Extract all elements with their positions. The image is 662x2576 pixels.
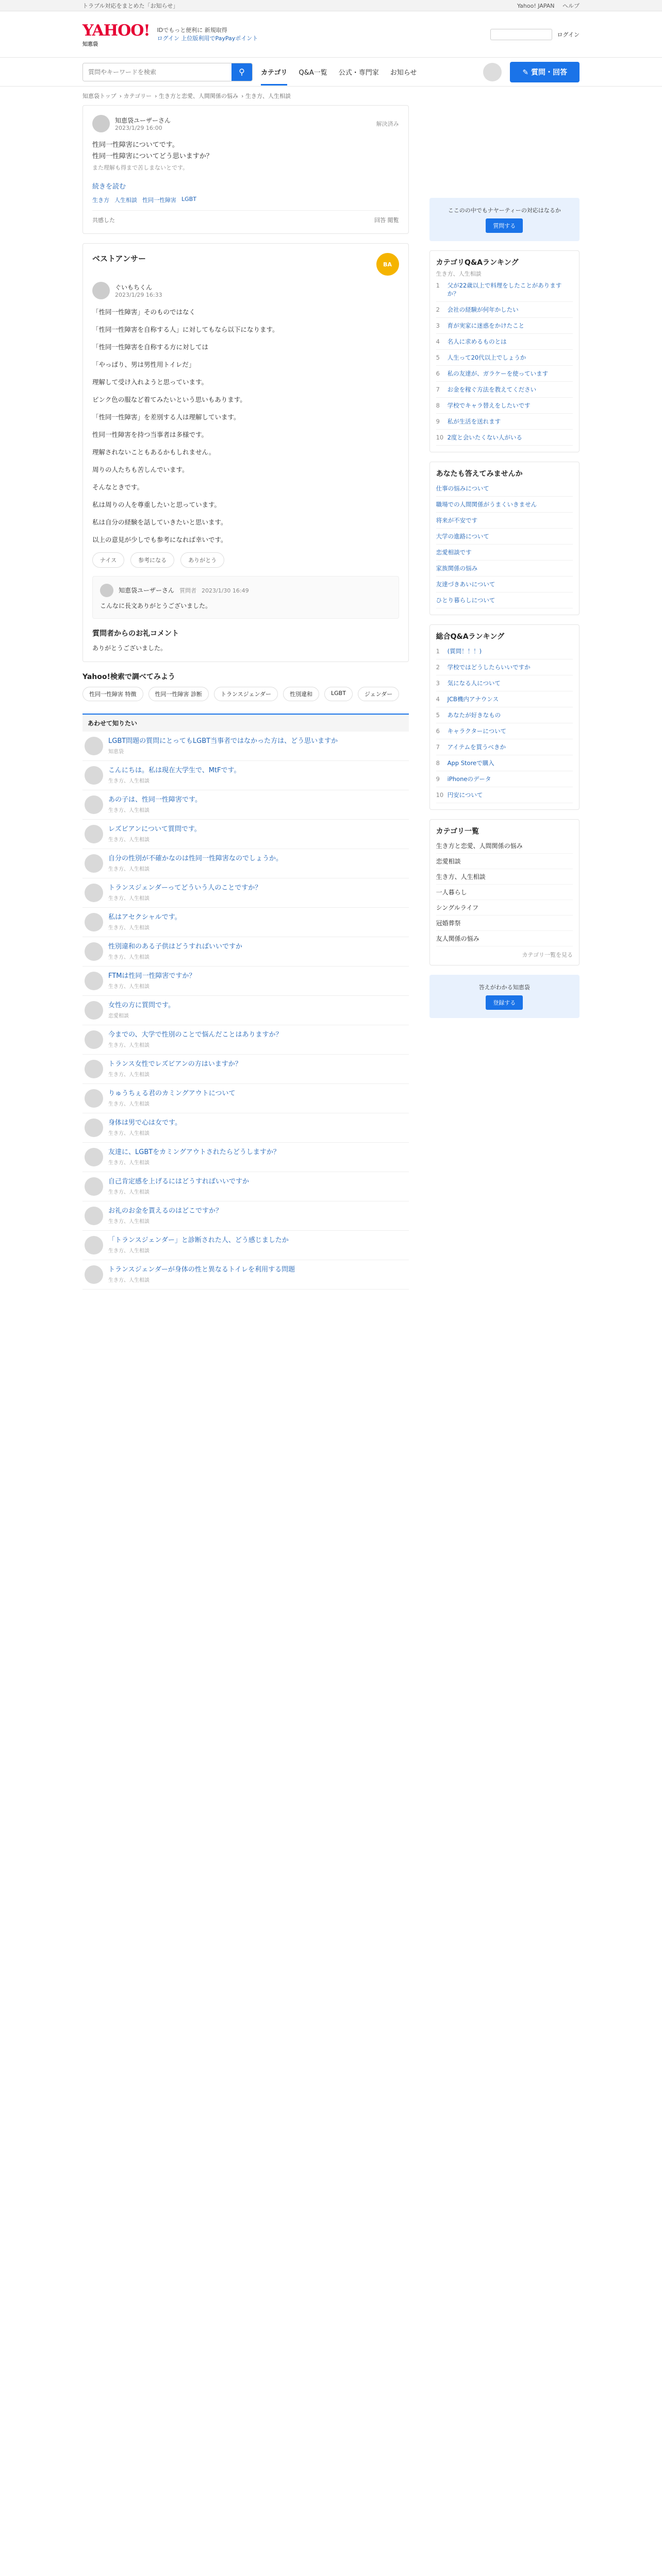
answer-paragraph: ピンク色の服など着てみたいという思いもあります。 xyxy=(92,396,246,403)
ranking-item[interactable] xyxy=(436,755,573,771)
ranking-number: 1 xyxy=(436,282,440,289)
ranking-number: 9 xyxy=(436,775,440,783)
ranking-item-title[interactable]: お金を稼ぐ方法を教えてください xyxy=(447,386,537,393)
related-item-meta: 生き方、人生相談 xyxy=(108,778,150,784)
ranking-item[interactable] xyxy=(436,675,573,691)
header-links xyxy=(157,26,258,43)
search-chip[interactable]: LGBT xyxy=(324,687,353,701)
recommend-item[interactable]: 仕事の悩みについて xyxy=(436,481,573,497)
ranking-item[interactable] xyxy=(436,334,573,350)
question-user-row xyxy=(92,115,399,132)
related-item-title[interactable]: 私はアセクシャルです。 xyxy=(108,913,181,921)
ranking-item[interactable] xyxy=(436,643,573,659)
related-item-meta: 生き方、人生相談 xyxy=(108,984,150,990)
tag-item[interactable]: LGBT xyxy=(181,196,196,202)
ranking-item[interactable] xyxy=(436,430,573,446)
top-utility-bar xyxy=(0,0,662,11)
related-item-body xyxy=(108,1118,181,1137)
recommend-box xyxy=(429,462,580,615)
ranking-item-title[interactable]: 2度と会いたくない人がいる xyxy=(447,434,522,441)
status-badge: 解決済み xyxy=(376,121,399,127)
promo-banner[interactable] xyxy=(429,198,580,241)
avatar xyxy=(85,737,103,755)
ranking-number: 3 xyxy=(436,680,440,687)
related-item-body xyxy=(108,1207,222,1225)
reply-date: 2023/1/30 16:49 xyxy=(202,587,249,594)
category-more-link[interactable]: カテゴリ一覧を見る xyxy=(522,952,573,958)
related-item-title[interactable]: お礼のお金を貰えるのはどこですか？ xyxy=(108,1207,223,1215)
category-ranking xyxy=(429,250,580,452)
avatar xyxy=(85,913,103,931)
answer-paragraph: 「やっぱり、男は男性用トイレだ」 xyxy=(92,361,195,368)
search-button[interactable] xyxy=(231,63,252,81)
reaction-row xyxy=(92,552,399,568)
related-item[interactable] xyxy=(82,1084,409,1113)
pencil-icon: ✎ xyxy=(522,68,529,77)
ranking-item[interactable] xyxy=(436,350,573,366)
related-item[interactable] xyxy=(82,761,409,790)
ranking-number: 7 xyxy=(436,386,440,393)
related-item[interactable] xyxy=(82,878,409,908)
ranking-number: 6 xyxy=(436,727,440,735)
category-item[interactable]: 友人関係の悩み xyxy=(436,931,573,946)
related-item-body xyxy=(108,766,241,785)
question-date: 2023/1/29 16:00 xyxy=(115,125,162,131)
tag-item[interactable]: 性同一性障害 xyxy=(142,197,176,204)
tag-item[interactable]: 人生相談 xyxy=(114,197,137,204)
related-item-title[interactable]: あの子は、性同一性障害です。 xyxy=(108,796,202,804)
related-item-title[interactable]: 身体は男で心は女です。 xyxy=(108,1119,181,1127)
related-item-body xyxy=(108,1148,280,1166)
read-more-link[interactable]: 続きを読む xyxy=(92,183,126,191)
ranking-item-title[interactable]: キャラクターについて xyxy=(447,727,507,735)
reply-text: こんなに長文ありがとうございました。 xyxy=(100,602,212,609)
related-item-title[interactable]: りゅうちぇる君のカミングアウトについて xyxy=(108,1090,236,1097)
app-banner xyxy=(429,975,580,1018)
category-item[interactable]: シングルライフ xyxy=(436,900,573,916)
ranking-item[interactable] xyxy=(436,302,573,318)
related-item[interactable] xyxy=(82,1055,409,1084)
search-chip[interactable]: 性別違和 xyxy=(283,687,319,701)
question-line: また理解も得まで苦しまないとです。 xyxy=(92,164,189,171)
related-item-body xyxy=(108,737,338,755)
recommend-item[interactable]: 大学の進路について xyxy=(436,529,573,545)
question-card xyxy=(82,105,409,234)
ranking-item-title[interactable]: 円安について xyxy=(447,791,483,799)
related-item-body xyxy=(108,913,181,931)
content-wrap xyxy=(0,105,662,1290)
view-count: 閲覧 xyxy=(387,217,399,224)
related-item-meta: 生き方、人生相談 xyxy=(108,1160,150,1166)
nav-bar xyxy=(0,58,662,87)
related-item-body xyxy=(108,1060,242,1078)
thanks-comment-title: 質問者からのお礼コメント xyxy=(92,630,179,638)
answer-count: 回答 xyxy=(374,217,386,224)
ranking-item-title[interactable]: 学校ではどうしたらいいですか xyxy=(447,664,531,671)
related-item[interactable] xyxy=(82,820,409,849)
related-item[interactable] xyxy=(82,1231,409,1260)
related-item-meta: 生き方、人生相談 xyxy=(108,1043,150,1048)
nav-tabs xyxy=(261,67,417,77)
empathy-button[interactable]: 共感した xyxy=(92,217,115,224)
breadcrumb-item[interactable]: カテゴリー xyxy=(123,93,152,99)
related-item-meta: 生き方、人生相談 xyxy=(108,808,150,814)
reaction-thanks-button[interactable]: ありがとう xyxy=(180,552,224,568)
related-item[interactable] xyxy=(82,1260,409,1290)
ranking-item-title[interactable]: 人生って20代以上でしょうか xyxy=(447,354,526,361)
related-item-title[interactable]: トランスジェンダーってどういう人のことですか？ xyxy=(108,884,262,892)
related-item[interactable] xyxy=(82,996,409,1025)
search-chip[interactable]: ジェンダー xyxy=(358,687,399,701)
related-item[interactable] xyxy=(82,790,409,820)
header-link-signup[interactable]: IDでもっと便利に 新規取得 xyxy=(157,26,227,33)
thanks-comment-text: ありがとうございました。 xyxy=(92,645,167,652)
help-link[interactable]: ヘルプ xyxy=(562,2,580,9)
search-box xyxy=(82,63,253,81)
related-item-meta: 恋愛相談 xyxy=(108,1013,129,1019)
related-item[interactable] xyxy=(82,1113,409,1143)
ranking-number: 2 xyxy=(436,664,440,671)
ranking-number: 10 xyxy=(436,791,444,799)
related-item-body xyxy=(108,1089,235,1108)
category-list xyxy=(436,838,573,946)
promo-banner-button[interactable]: 質問する xyxy=(486,218,523,233)
avatar xyxy=(85,1089,103,1108)
promo-banner-text: ここのの中でもナヤーティーの対応はなるか xyxy=(448,207,561,214)
related-item-meta: 知恵袋 xyxy=(108,749,124,755)
ranking-item[interactable] xyxy=(436,659,573,675)
recommend-item[interactable]: 職場での人間関係がうまくいきません xyxy=(436,497,573,513)
ranking-item-title[interactable]: 名人に求めるものとは xyxy=(447,338,507,345)
category-item[interactable]: 生き方と恋愛、人間関係の悩み xyxy=(436,838,573,854)
related-item-meta: 生き方、人生相談 xyxy=(108,1101,150,1107)
related-item-title[interactable]: 自己肯定感を上げるにはどうすればいいですか xyxy=(108,1178,250,1185)
reply-user-row xyxy=(100,584,391,597)
recommend-title: あなたも答えてみませんか xyxy=(436,470,523,478)
ranking-number: 1 xyxy=(436,648,440,655)
related-item-body xyxy=(108,1265,295,1284)
questioner-reply xyxy=(92,576,399,619)
search-icon: ⚲ xyxy=(239,67,245,77)
recommend-item[interactable]: 恋愛相談です xyxy=(436,545,573,561)
related-item-meta: 生き方、人生相談 xyxy=(108,1131,150,1137)
search-suggest-section xyxy=(82,671,409,701)
reaction-helpful-button[interactable]: 参考になる xyxy=(130,552,174,568)
related-item[interactable] xyxy=(82,1025,409,1055)
related-item-body xyxy=(108,1001,175,1020)
sidebar xyxy=(429,105,580,1290)
related-item[interactable] xyxy=(82,849,409,878)
ranking-list xyxy=(436,278,573,446)
related-item[interactable] xyxy=(82,908,409,937)
answer-paragraph: 「性同一性障害を自称する人」に対してもなら以下になります。 xyxy=(92,326,279,333)
avatar xyxy=(85,1265,103,1284)
ranking-number: 4 xyxy=(436,696,440,703)
related-item[interactable] xyxy=(82,937,409,967)
question-line: 性同一性障害についてどう思いますか？ xyxy=(92,152,213,160)
related-item-meta: 生き方、人生相談 xyxy=(108,896,150,902)
recommend-item[interactable]: ひとり暮らしについて xyxy=(436,592,573,608)
tag-item[interactable]: 生き方 xyxy=(92,197,109,204)
recommend-item[interactable]: 家族関係の悩み xyxy=(436,561,573,577)
ranking-number: 10 xyxy=(436,434,444,441)
search-chip-list xyxy=(82,687,409,701)
related-item-meta: 生き方、人生相談 xyxy=(108,955,150,960)
ranking-item-title[interactable]: アイテムを買うべきか xyxy=(447,743,506,751)
category-item[interactable]: 冠婚葬祭 xyxy=(436,916,573,931)
avatar xyxy=(85,972,103,990)
avatar xyxy=(100,584,113,597)
ranking-item[interactable] xyxy=(436,382,573,398)
related-item-meta: 生き方、人生相談 xyxy=(108,1072,150,1078)
app-register-button[interactable]: 登録する xyxy=(486,995,523,1010)
answer-paragraph: 「性同一性障害」そのものではなく xyxy=(92,308,196,316)
avatar xyxy=(85,854,103,873)
related-item-meta: 生き方、人生相談 xyxy=(108,925,150,931)
ranking-item-title[interactable]: 学校でキャラ替えをしたいです xyxy=(447,402,531,409)
related-item-title[interactable]: FTMは性同一性障害ですか？ xyxy=(108,972,196,980)
ranking-item-title[interactable]: 気になる人について xyxy=(447,680,501,687)
header-link-login[interactable]: ログイン 上位版利用でPayPayポイント xyxy=(157,35,258,42)
app-banner-title: 答えがわかる知恵袋 xyxy=(478,984,530,991)
search-input[interactable] xyxy=(83,63,231,81)
overall-list xyxy=(436,643,573,803)
breadcrumb-item[interactable]: 生き方と恋愛、人間関係の悩み xyxy=(159,93,239,99)
answer-text xyxy=(92,307,399,545)
category-list-box xyxy=(429,819,580,965)
avatar xyxy=(85,766,103,785)
search-suggest-title: Yahoo!検索で調べてみよう xyxy=(82,673,175,681)
overall-ranking-title: 総合Q&Aランキング xyxy=(436,633,505,641)
ranking-item-title[interactable]: (質問！！！) xyxy=(447,648,482,655)
ranking-item[interactable] xyxy=(436,771,573,787)
related-item-meta: 生き方、人生相談 xyxy=(108,1248,150,1254)
post-question-button[interactable]: ✎ 質問・回答 xyxy=(510,62,580,82)
ranking-item-title[interactable]: App Storeで購入 xyxy=(447,759,494,767)
ranking-item-title[interactable]: 育が実家に迷惑をかけたこと xyxy=(447,322,525,329)
related-item-title[interactable]: 「トランスジェンダー」と診断された人、どう感じましたか xyxy=(108,1236,289,1244)
breadcrumb: 知恵袋トップ › カテゴリー › 生き方と恋愛、人間関係の悩み › 生き方、人生相談 xyxy=(82,93,291,99)
category-list-title: カテゴリ一覧 xyxy=(436,827,479,836)
ranking-number: 7 xyxy=(436,743,440,751)
answer-user-name[interactable]: ぐいもちくん xyxy=(115,284,153,291)
ranking-item[interactable] xyxy=(436,739,573,755)
related-item-title[interactable]: トランスジェンダーが身体の性と異なるトイレを利用する問題 xyxy=(108,1266,295,1274)
ranking-item-title[interactable]: 私の友達が、ガラケーを使っています xyxy=(447,370,549,377)
ranking-number: 8 xyxy=(436,402,440,409)
reaction-nice-button[interactable]: ナイス xyxy=(92,552,124,568)
category-item[interactable]: 一人暮らし xyxy=(436,885,573,900)
related-item-body xyxy=(108,854,283,873)
question-line: 性同一性障害についてです。 xyxy=(92,141,179,149)
answer-paragraph: 「性同一性障害を自称する方に対しては xyxy=(92,343,209,351)
search-chip[interactable]: トランスジェンダー xyxy=(214,687,278,701)
recommend-item[interactable]: 友達づきあいについて xyxy=(436,577,573,592)
related-item[interactable] xyxy=(82,732,409,761)
avatar xyxy=(85,942,103,961)
question-actions xyxy=(92,210,399,224)
related-item-title[interactable]: 性別違和のある子供はどうすればいいですか xyxy=(108,943,243,951)
site-header xyxy=(0,11,662,58)
yahoo-logo[interactable]: YAHOO! 知恵袋 xyxy=(82,21,150,47)
related-item-title[interactable]: 今までの、大学で性別のことで悩んだことはありますか？ xyxy=(108,1031,283,1039)
ranking-item[interactable] xyxy=(436,318,573,334)
logo-subtitle: 知恵袋 xyxy=(82,41,98,47)
ranking-number: 8 xyxy=(436,759,440,767)
answer-paragraph: 理解して受け入れようと思っています。 xyxy=(92,378,208,386)
related-list xyxy=(82,732,409,1290)
category-ranking-title: カテゴリQ&Aランキング xyxy=(436,259,519,267)
avatar xyxy=(85,1148,103,1166)
related-section xyxy=(82,714,409,1290)
breadcrumb-item[interactable]: 生き方、人生相談 xyxy=(245,93,291,99)
ranking-number: 3 xyxy=(436,322,440,329)
ranking-item-title[interactable]: iPhoneのデータ xyxy=(447,775,491,783)
ranking-item-title[interactable]: JCB機内アナウンス xyxy=(447,696,499,703)
avatar xyxy=(85,825,103,843)
ranking-item[interactable] xyxy=(436,707,573,723)
tab-notice[interactable]: お知らせ xyxy=(390,69,417,77)
related-item-body xyxy=(108,1236,289,1255)
avatar xyxy=(85,1060,103,1078)
related-item-title[interactable]: こんにちは。私は現在大学生で、MtFです。 xyxy=(108,767,241,774)
question-text xyxy=(92,140,399,174)
overall-ranking xyxy=(429,624,580,810)
related-item[interactable] xyxy=(82,1172,409,1201)
answer-paragraph: 私は自分の経験を話していきたいと思います。 xyxy=(92,518,227,526)
related-item-title[interactable]: 女性の方に質問です。 xyxy=(108,1002,175,1009)
header-search-input[interactable] xyxy=(490,29,552,40)
recommend-list xyxy=(436,481,573,608)
recommend-item[interactable]: 将来が不安です xyxy=(436,513,573,529)
related-item-meta: 生き方、人生相談 xyxy=(108,1278,150,1283)
ranking-number: 9 xyxy=(436,418,440,425)
related-item-meta: 生き方、人生相談 xyxy=(108,837,150,843)
ranking-number: 5 xyxy=(436,711,440,719)
avatar xyxy=(92,115,110,132)
answer-paragraph: そんなときです。 xyxy=(92,483,144,491)
related-item-title[interactable]: 友達に、LGBTをカミングアウトされたらどうしますか？ xyxy=(108,1148,280,1156)
avatar xyxy=(85,1118,103,1137)
tag-list xyxy=(92,196,399,204)
related-item[interactable] xyxy=(82,1201,409,1231)
best-answer-card xyxy=(82,243,409,662)
answer-paragraph: 私は周りの人を尊重したいと思っています。 xyxy=(92,501,221,509)
ranking-item[interactable] xyxy=(436,278,573,302)
answer-paragraph: 以上の意見が少しでも参考になれば幸いです。 xyxy=(92,536,227,544)
ranking-number: 5 xyxy=(436,354,440,361)
related-item-title[interactable]: LGBT問題の質問にとってもLGBT当事者ではなかった方は、どう思いますか xyxy=(108,737,338,745)
ranking-item[interactable] xyxy=(436,691,573,707)
ranking-item[interactable] xyxy=(436,398,573,414)
search-chip[interactable]: 性同一性障害 診断 xyxy=(148,687,209,701)
answer-paragraph: 周りの人たちも苦しんでいます。 xyxy=(92,466,189,473)
header-right xyxy=(490,29,580,40)
ranking-item[interactable] xyxy=(436,787,573,803)
tab-qa-list[interactable]: Q&A一覧 xyxy=(299,69,327,77)
header-login-link[interactable]: ログイン xyxy=(557,31,580,38)
reply-label: 質問者 xyxy=(179,587,197,594)
avatar xyxy=(85,1207,103,1225)
ranking-item-title[interactable]: 私が生活を送れます xyxy=(447,418,501,425)
best-answer-title: ベストアンサー xyxy=(92,254,146,263)
avatar xyxy=(85,795,103,814)
ranking-item-title[interactable]: 会社の経験が何年かしたい xyxy=(447,306,519,313)
search-chip[interactable]: 性同一性障害 特徴 xyxy=(82,687,143,701)
ranking-item-title[interactable]: あなたが好きなもの xyxy=(447,711,501,719)
answer-paragraph: 理解されないこともあるかもしれません。 xyxy=(92,448,216,456)
avatar xyxy=(85,1030,103,1049)
tab-category[interactable]: カテゴリ xyxy=(261,67,287,86)
avatar xyxy=(85,1177,103,1196)
best-answer-badge: BA xyxy=(376,253,399,276)
ranking-item-title[interactable]: 父が22歳以上で料理をしたことがありますか？ xyxy=(447,282,562,297)
related-item-meta: 生き方、人生相談 xyxy=(108,1219,150,1225)
yahoo-japan-link[interactable]: Yahoo! JAPAN xyxy=(517,2,555,9)
top-notice[interactable]: トラブル対応をまとめた「お知らせ」 xyxy=(82,2,179,9)
best-answer-header xyxy=(92,253,399,276)
answer-date: 2023/1/29 16:33 xyxy=(115,292,162,298)
related-item[interactable] xyxy=(82,1143,409,1172)
avatar xyxy=(85,1236,103,1255)
related-item-body xyxy=(108,825,201,843)
related-item-meta: 生き方、人生相談 xyxy=(108,1190,150,1195)
tab-official[interactable]: 公式・専門家 xyxy=(338,69,379,77)
ranking-number: 4 xyxy=(436,338,440,345)
avatar xyxy=(85,884,103,902)
avatar xyxy=(85,1001,103,1020)
related-item-body xyxy=(108,795,202,814)
ranking-item[interactable] xyxy=(436,414,573,430)
related-item-body xyxy=(108,1177,249,1196)
ranking-number: 2 xyxy=(436,306,440,313)
related-item-meta: 生き方、人生相談 xyxy=(108,867,150,872)
reply-user-name: 知恵袋ユーザーさん xyxy=(119,586,175,594)
ranking-number: 6 xyxy=(436,370,440,377)
related-item-body xyxy=(108,942,242,961)
related-item[interactable] xyxy=(82,967,409,996)
category-ranking-sub: 生き方、人生相談 xyxy=(436,270,482,277)
answer-paragraph: 「性同一性障害」を差別する人は理解しています。 xyxy=(92,413,240,421)
related-item-body xyxy=(108,1030,282,1049)
related-title: あわせて知りたい xyxy=(82,714,409,732)
main-column xyxy=(82,105,409,1290)
avatar xyxy=(92,282,110,299)
ranking-item[interactable] xyxy=(436,723,573,739)
answer-user-row xyxy=(92,282,399,299)
breadcrumb-item[interactable]: 知恵袋トップ xyxy=(82,93,117,99)
related-item-body xyxy=(108,884,261,902)
related-item-title[interactable]: 自分の性別が不確かなのは性同一性障害なのでしょうか。 xyxy=(108,855,283,862)
ranking-item[interactable] xyxy=(436,366,573,382)
question-user-name: 知恵袋ユーザーさん xyxy=(115,117,171,124)
category-item[interactable]: 生き方、人生相談 xyxy=(436,869,573,885)
category-item[interactable]: 恋愛相談 xyxy=(436,854,573,869)
related-item-body xyxy=(108,972,195,990)
related-item-title[interactable]: トランス女性でレズビアンの方はいますか？ xyxy=(108,1060,242,1068)
related-item-title[interactable]: レズビアンについて質問です。 xyxy=(108,825,201,833)
user-avatar[interactable] xyxy=(483,63,502,81)
answer-paragraph: 性同一性障害を持つ当事者は多様です。 xyxy=(92,431,208,438)
